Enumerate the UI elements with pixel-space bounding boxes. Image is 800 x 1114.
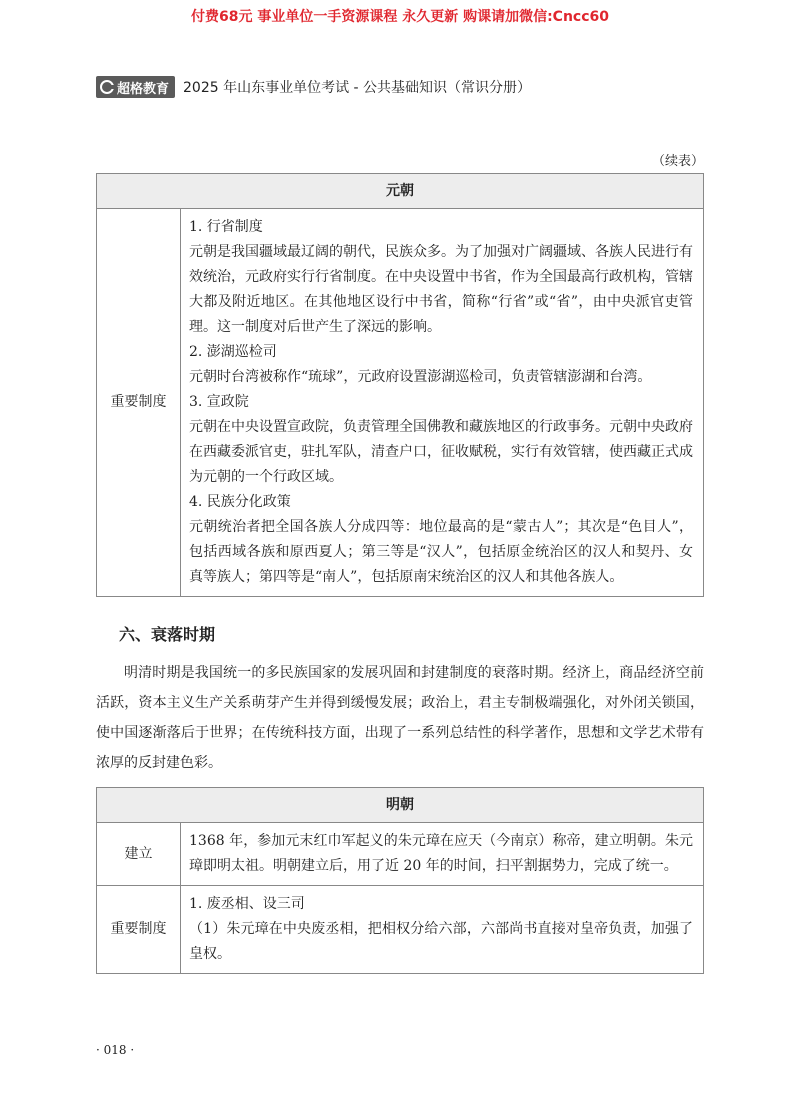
content-line: 元朝在中央设置宣政院，负责管理全国佛教和藏族地区的行政事务。元朝中央政府在西藏委派官吏，驻扎军队，清查户口，征收赋税，实行有效管辖，使西藏正式成为元朝的一个行政区域。 xyxy=(189,419,693,485)
content-line: 1. 行省制度 xyxy=(189,219,263,235)
row-content xyxy=(181,886,704,974)
logo-icon xyxy=(100,80,114,94)
row-label: 重要制度 xyxy=(97,209,181,597)
yuan-table xyxy=(96,173,704,597)
table-row xyxy=(97,886,704,974)
continued-label: （续表） xyxy=(651,154,704,169)
ming-table xyxy=(96,787,704,974)
yuan-table-title: 元朝 xyxy=(97,174,704,209)
table-row xyxy=(97,823,704,886)
page-header xyxy=(96,76,704,98)
watermark-banner: 付费68元 事业单位一手资源课程 永久更新 购课请加微信:Cncc60 xyxy=(190,9,610,25)
content-line: 元朝统治者把全国各族人分成四等：地位最高的是“蒙古人”；其次是“色目人”，包括西域各族和原西夏人；第三等是“汉人”，包括原金统治区的汉人和契丹、女真等族人；第四等是“南人”，包括原南宋统治区的汉人和其他各族人。 xyxy=(189,519,693,585)
content-line: 2. 澎湖巡检司 xyxy=(189,344,277,360)
content-line: 元朝是我国疆域最辽阔的朝代，民族众多。为了加强对广阔疆域、各族人民进行有效统治，元政府实行行省制度。在中央设置中书省，作为全国最高行政机构，管辖大都及附近地区。在其他地区设行中书省，简称“行省”或“省”，由中央派官吏管理。这一制度对后世产生了深远的影响。 xyxy=(189,244,693,335)
row-label: 重要制度 xyxy=(97,886,181,974)
row-content xyxy=(181,209,704,597)
content-line: 1368 年，参加元末红巾军起义的朱元璋在应天（今南京）称帝，建立明朝。朱元璋即明太祖。明朝建立后，用了近 20 年的时间，扫平割据势力，完成了统一。 xyxy=(189,833,693,874)
content-line: 3. 宣政院 xyxy=(189,394,249,410)
row-content xyxy=(181,823,704,886)
content-line: （1）朱元璋在中央废丞相，把相权分给六部，六部尚书直接对皇帝负责，加强了皇权。 xyxy=(189,921,693,962)
section-paragraph: 明清时期是我国统一的多民族国家的发展巩固和封建制度的衰落时期。经济上，商品经济空前活跃，资本主义生产关系萌芽产生并得到缓慢发展；政治上，君主专制极端强化，对外闭关锁国，使中国逐渐落后于世界；在传统科技方面，出现了一系列总结性的科学著作，思想和文学艺术带有浓厚的反封建色彩。 xyxy=(96,665,704,771)
book-title: 2025 年山东事业单位考试 - 公共基础知识（常识分册） xyxy=(183,80,532,96)
content-line: 4. 民族分化政策 xyxy=(189,494,291,510)
content-line: 元朝时台湾被称作“琉球”，元政府设置澎湖巡检司，负责管辖澎湖和台湾。 xyxy=(189,369,652,385)
section-title: 六、衰落时期 xyxy=(119,625,216,644)
logo-text: 超格教育 xyxy=(117,81,170,97)
table-row xyxy=(97,209,704,597)
ming-table-title: 明朝 xyxy=(97,788,704,823)
brand-logo xyxy=(96,76,175,98)
page-number: · 018 · xyxy=(96,1043,135,1057)
content-line: 1. 废丞相、设三司 xyxy=(189,896,305,912)
row-label: 建立 xyxy=(97,823,181,886)
